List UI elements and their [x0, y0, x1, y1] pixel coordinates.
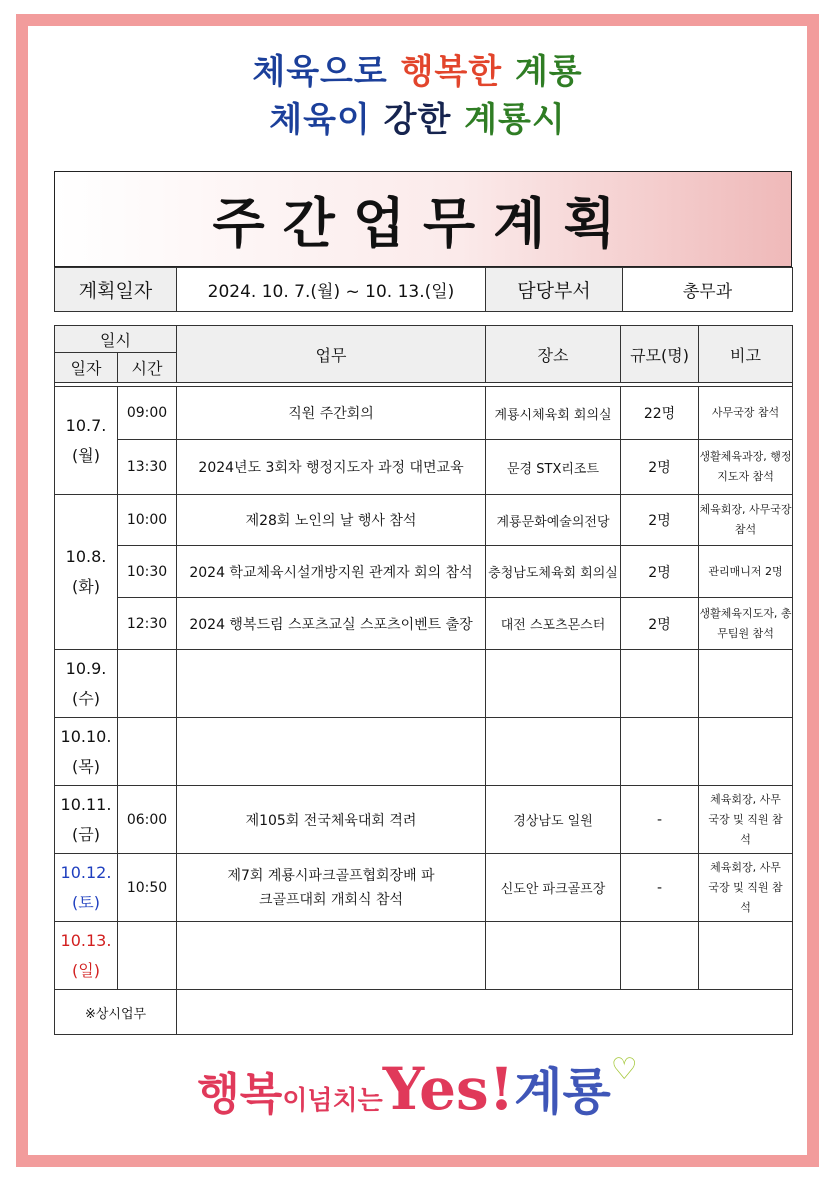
day-cell [55, 922, 118, 990]
dept-value: 총무과 [623, 268, 793, 312]
place-cell: 계룡문화예술의전당 [486, 495, 621, 546]
task-cell: 2024년도 3회차 행정지도자 과정 대면교육 [177, 440, 486, 495]
day-weekday: (목) [72, 756, 100, 776]
task-cell: 2024 학교체육시설개방지원 관계자 회의 참석 [177, 546, 486, 598]
place-cell: 계룡시체육회 회의실 [486, 387, 621, 440]
slogan-part: 강한 [383, 100, 465, 140]
task-cell [177, 650, 486, 718]
note-cell: 사무국장 참석 [699, 387, 793, 440]
day-date: 10.10. [60, 726, 112, 746]
info-table [54, 267, 793, 312]
task-cell [177, 718, 486, 786]
note-cell [699, 718, 793, 786]
document-title: 주간업무계획 [212, 191, 634, 255]
footer-logo-part: Yes! [382, 1055, 515, 1123]
task-cell: 직원 주간회의 [177, 387, 486, 440]
table-row [55, 387, 793, 440]
regular-work-label: ※상시업무 [55, 990, 177, 1035]
time-cell [118, 718, 177, 786]
slogan-part: 체육으로 [252, 52, 401, 92]
day-date: 10.11. [60, 794, 112, 814]
table-row [55, 854, 793, 922]
time-cell: 12:30 [118, 598, 177, 650]
place-cell [486, 922, 621, 990]
day-weekday: (토) [72, 892, 100, 912]
time-cell: 10:00 [118, 495, 177, 546]
time-cell [118, 922, 177, 990]
day-weekday: (월) [72, 445, 100, 465]
day-cell [55, 387, 118, 495]
place-cell: 충청남도체육회 회의실 [486, 546, 621, 598]
day-date: 10.12. [60, 862, 112, 882]
header-date: 일자 [55, 353, 118, 383]
header-time: 시간 [118, 353, 177, 383]
place-cell: 대전 스포츠몬스터 [486, 598, 621, 650]
day-cell [55, 854, 118, 922]
heart-icon: ♡ [610, 1052, 638, 1087]
task-cell: 제7회 계룡시파크골프협회장배 파크골프대회 개회식 참석 [177, 854, 486, 922]
footer-logo-part: 계룡 [514, 1063, 611, 1121]
slogan-part: 체육이 [269, 100, 384, 140]
slogan-line-2 [0, 92, 835, 141]
table-row [55, 598, 793, 650]
time-cell: 10:30 [118, 546, 177, 598]
schedule-table [54, 325, 793, 1035]
table-row [55, 546, 793, 598]
table-row [55, 440, 793, 495]
day-weekday: (화) [72, 577, 100, 596]
place-cell [486, 718, 621, 786]
day-date: 10.9. [65, 658, 107, 678]
day-date: 10.8. [65, 547, 107, 566]
day-weekday: (수) [72, 688, 100, 708]
table-row [55, 990, 793, 1035]
table-row [55, 922, 793, 990]
footer-logo-part: 이넘치는 [282, 1086, 383, 1116]
scale-cell: 2명 [621, 598, 699, 650]
scale-cell: - [621, 786, 699, 854]
scale-cell [621, 718, 699, 786]
plan-date-value: 2024. 10. 7.(월) ~ 10. 13.(일) [177, 268, 486, 312]
day-cell [55, 495, 118, 650]
note-cell: 체육회장, 사무국장 참석 [699, 495, 793, 546]
footer-logo [0, 1052, 835, 1124]
time-cell: 06:00 [118, 786, 177, 854]
time-cell: 10:50 [118, 854, 177, 922]
scale-cell: - [621, 854, 699, 922]
document-title-box [54, 171, 792, 267]
scale-cell: 2명 [621, 440, 699, 495]
plan-date-label: 계획일자 [55, 268, 177, 312]
day-cell [55, 718, 118, 786]
time-cell: 13:30 [118, 440, 177, 495]
scale-cell [621, 922, 699, 990]
day-cell [55, 650, 118, 718]
note-cell: 생활체육지도자, 총무팀원 참석 [699, 598, 793, 650]
table-row [55, 650, 793, 718]
place-cell: 경상남도 일원 [486, 786, 621, 854]
scale-cell [621, 650, 699, 718]
note-cell [699, 650, 793, 718]
task-cell: 제105회 전국체육대회 격려 [177, 786, 486, 854]
slogan-part: 계룡시 [464, 100, 566, 140]
day-weekday: (금) [72, 824, 100, 844]
note-cell: 체육회장, 사무국장 및 직원 참석 [699, 786, 793, 854]
regular-work-cell [177, 990, 793, 1035]
task-cell: 2024 행복드림 스포츠교실 스포츠이벤트 출장 [177, 598, 486, 650]
header-task: 업무 [177, 326, 486, 383]
scale-cell: 22명 [621, 387, 699, 440]
day-date: 10.13. [60, 930, 112, 950]
header-place: 장소 [486, 326, 621, 383]
place-cell: 문경 STX리조트 [486, 440, 621, 495]
table-row [55, 786, 793, 854]
place-cell: 신도안 파크골프장 [486, 854, 621, 922]
header-note: 비고 [699, 326, 793, 383]
note-cell [699, 922, 793, 990]
note-cell: 관리매니저 2명 [699, 546, 793, 598]
task-cell: 제28회 노인의 날 행사 참석 [177, 495, 486, 546]
header-scale: 규모(명) [621, 326, 699, 383]
time-cell [118, 650, 177, 718]
slogan-part: 계룡 [514, 52, 583, 92]
table-row [55, 718, 793, 786]
note-cell: 생활체육과장, 행정지도자 참석 [699, 440, 793, 495]
day-weekday: (일) [72, 960, 100, 980]
day-cell [55, 786, 118, 854]
task-cell [177, 922, 486, 990]
time-cell: 09:00 [118, 387, 177, 440]
table-row [55, 495, 793, 546]
day-date: 10.7. [65, 415, 107, 435]
scale-cell: 2명 [621, 546, 699, 598]
place-cell [486, 650, 621, 718]
note-cell: 체육회장, 사무국장 및 직원 참석 [699, 854, 793, 922]
header-datetime: 일시 [55, 326, 177, 353]
slogan-line-1 [0, 44, 835, 93]
footer-logo-part: 행복 [197, 1069, 283, 1120]
scale-cell: 2명 [621, 495, 699, 546]
slogan-part: 행복한 [400, 52, 515, 92]
dept-label: 담당부서 [486, 268, 623, 312]
